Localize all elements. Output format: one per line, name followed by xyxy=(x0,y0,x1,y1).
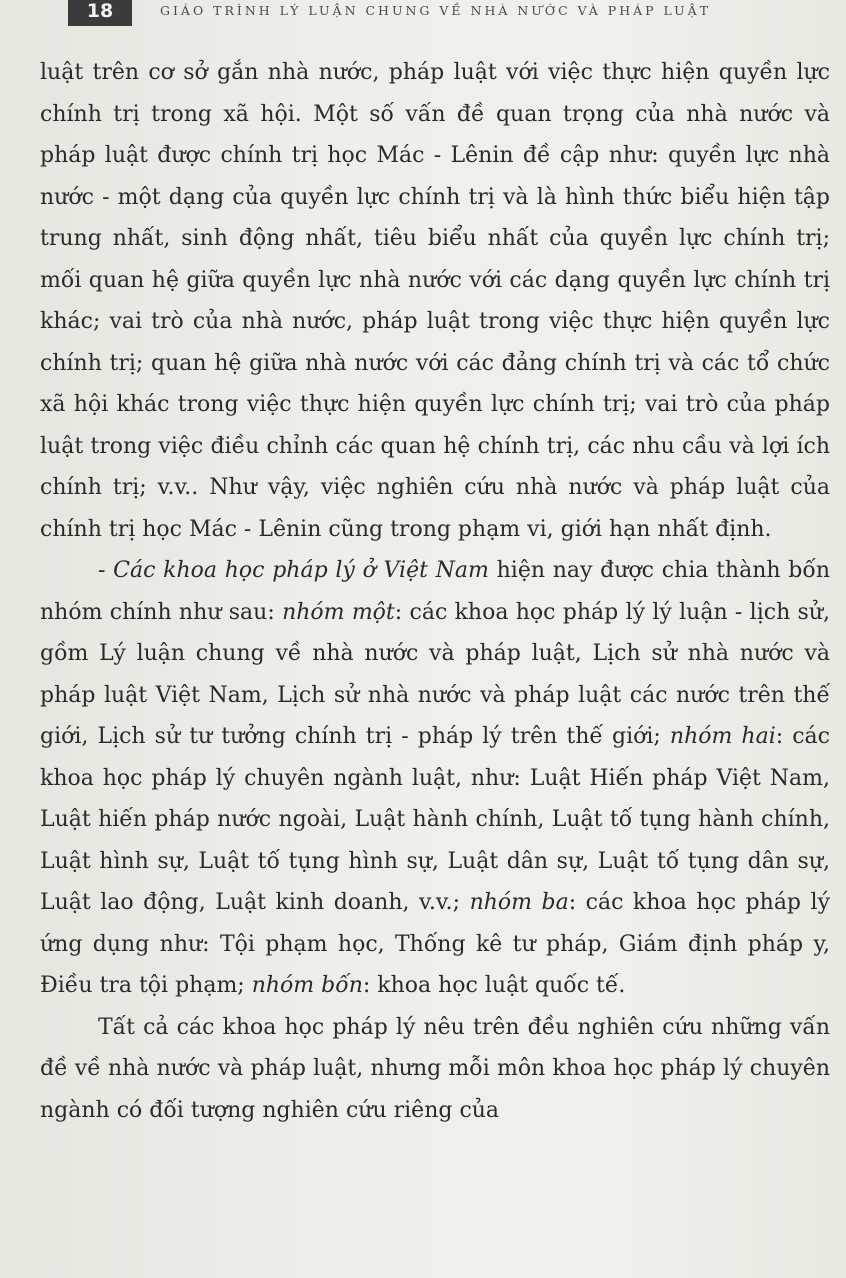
group-label-two: nhóm hai xyxy=(669,724,776,749)
text-segment: : các khoa học pháp lý lý luận - lịch sử, gồm Lý luận chung về nhà nước và pháp luật, Lịch sử nhà nước và pháp luật Việt Nam, Lịch sử nhà nước và pháp luật các nước trên thế giới, Lịch sử tư tưởng chính trị - pháp lý trên thế giới; xyxy=(40,599,830,749)
page-number: 18 xyxy=(68,0,132,26)
paragraph-legal-sciences-groups xyxy=(40,550,830,1007)
text-segment: : khoa học luật quốc tế. xyxy=(362,973,626,998)
text-segment: hiện nay được chia thành bốn nhóm chính như sau: xyxy=(40,558,830,625)
lead-italic: - Các khoa học pháp lý ở Việt Nam xyxy=(98,558,489,583)
group-label-one: nhóm một xyxy=(282,599,395,625)
text-segment: : các khoa học pháp lý ứng dụng như: Tội phạm học, Thống kê tư pháp, Giám định pháp y, Điều tra tội phạm; xyxy=(40,890,830,998)
paragraph-political-science: luật trên cơ sở gắn nhà nước, pháp luật với việc thực hiện quyền lực chính trị trong xã hội. Một số vấn đề quan trọng của nhà nước và pháp luật được chính trị học Mác - Lênin đề cập như: quyền lực nhà nước - một dạng của quyền lực chính trị và là hình thức biểu hiện tập trung nhất, sinh động nhất, tiêu biểu nhất của quyền lực chính trị; mối quan hệ giữa quyền lực nhà nước với các dạng quyền lực chính trị khác; vai trò của nhà nước, pháp luật trong việc thực hiện quyền lực chính trị; quan hệ giữa nhà nước với các đảng chính trị và các tổ chức xã hội khác trong việc thực hiện quyền lực chính trị; vai trò của pháp luật trong việc điều chỉnh các quan hệ chính trị, các nhu cầu và lợi ích chính trị; v.v.. Như vậy, việc nghiên cứu nhà nước và pháp luật của chính trị học Mác - Lênin cũng trong phạm vi, giới hạn nhất định. xyxy=(40,60,830,542)
group-label-three: nhóm ba xyxy=(469,890,569,915)
body-text xyxy=(40,52,830,1131)
group-label-four: nhóm bốn xyxy=(251,973,363,998)
paragraph-summary: Tất cả các khoa học pháp lý nêu trên đều nghiên cứu những vấn đề về nhà nước và pháp luật, nhưng mỗi môn khoa học pháp lý chuyên ngành có đối tượng nghiên cứu riêng của xyxy=(40,1014,830,1123)
running-title: GIÁO TRÌNH LÝ LUẬN CHUNG VỀ NHÀ NƯỚC VÀ PHÁP LUẬT xyxy=(160,3,712,18)
page-header xyxy=(0,0,846,26)
text-segment: : các khoa học pháp lý chuyên ngành luật, như: Luật Hiến pháp Việt Nam, Luật hiến pháp nước ngoài, Luật hành chính, Luật tố tụng hành chính, Luật hình sự, Luật tố tụng hình sự, Luật dân sự, Luật tố tụng dân sự, Luật lao động, Luật kinh doanh, v.v.; xyxy=(40,724,830,915)
